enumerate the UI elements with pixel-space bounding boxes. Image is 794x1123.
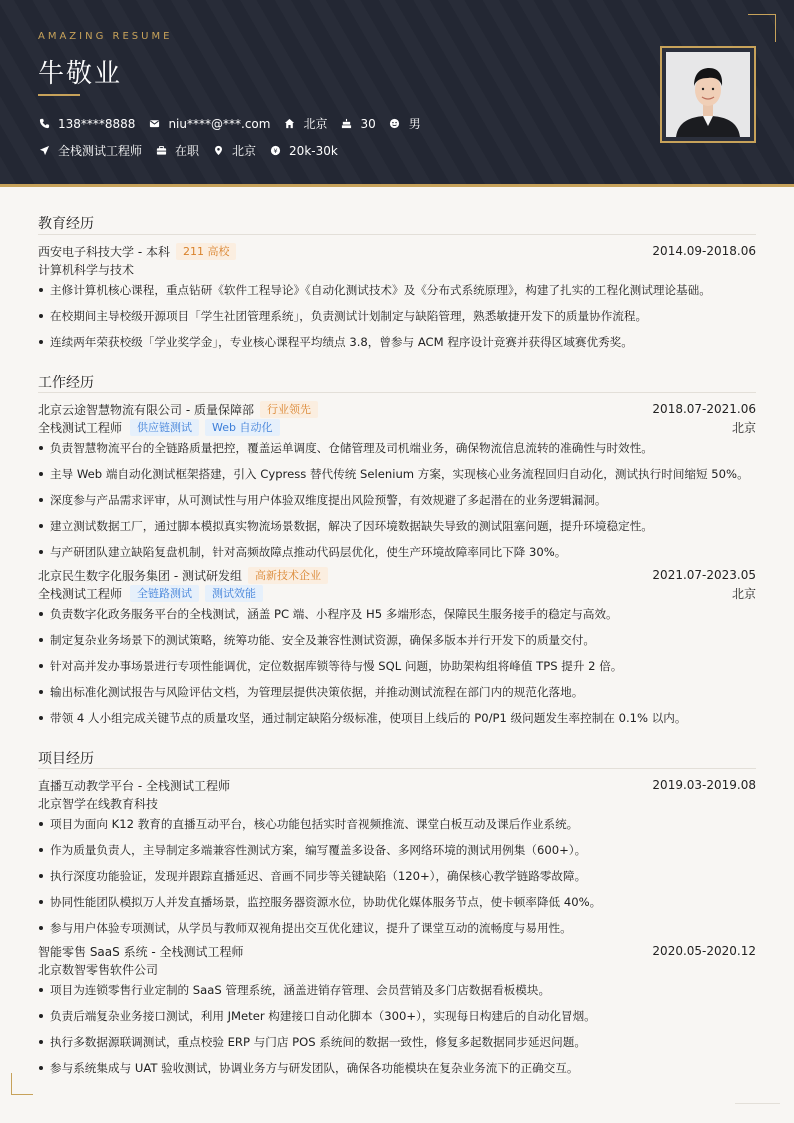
major-row — [38, 260, 756, 278]
city-item — [283, 115, 327, 132]
role-tag: Web 自动化 — [205, 419, 279, 436]
education-header-row — [38, 242, 756, 260]
job-role: 全栈测试工程师 — [38, 420, 123, 435]
job-role: 全栈测试工程师 — [38, 586, 123, 601]
status-text: 在职 — [175, 144, 200, 158]
major-name: 计算机科学与技术 — [38, 262, 135, 277]
projects-section-title: 项目经历 — [38, 751, 94, 767]
cake-icon — [340, 118, 352, 130]
salary-item — [269, 144, 338, 158]
age-text: 30 — [360, 116, 376, 131]
list-item: 建立测试数据工厂，通过脚本模拟真实物流场景数据，解决了因环境数据缺失导致的测试阻塞问题，提升环境稳定性。 — [38, 518, 756, 534]
company-name: 北京云途智慧物流有限公司 - 质量保障部 — [38, 402, 254, 417]
project-name: 智能零售 SaaS 系统 - 全栈测试工程师 — [38, 944, 244, 959]
resume-header — [0, 0, 794, 184]
location-item — [212, 142, 256, 159]
list-item: 负责后端复杂业务接口测试，利用 JMeter 构建接口自动化脚本（300+），实现每日构建后的自动化冒烟。 — [38, 1008, 756, 1024]
position-text: 全栈测试工程师 — [58, 144, 143, 158]
company-name: 北京民生数字化服务集团 - 测试研发组 — [38, 568, 242, 583]
list-item: 在校期间主导校级开源项目「学生社团管理系统」，负责测试计划制定与缺陷管理，熟悉敏捷开发下的质量协作流程。 — [38, 308, 756, 324]
education-section-title: 教育经历 — [38, 216, 94, 232]
list-item: 连续两年荣获校级「学业奖学金」，专业核心课程平均绩点 3.8，曾参与 ACM 程序设计竞赛并获得区域赛优秀奖。 — [38, 334, 756, 350]
age-item — [340, 117, 375, 131]
list-item: 深度参与产品需求评审，从可测试性与用户体验双维度提出风险预警，有效规避了多起潜在的业务逻辑漏洞。 — [38, 492, 756, 508]
briefcase-icon — [155, 145, 167, 157]
list-item: 主修计算机核心课程，重点钻研《软件工程导论》《自动化测试技术》及《分布式系统原理》，构建了扎实的工程化测试理论基础。 — [38, 282, 756, 298]
location-text: 北京 — [232, 144, 257, 158]
work-section-rule — [38, 392, 756, 393]
svg-text:¥: ¥ — [273, 146, 278, 155]
gender-icon — [389, 118, 401, 130]
salary-icon — [269, 145, 281, 157]
list-item: 负责智慧物流平台的全链路质量把控，覆盖运单调度、仓储管理及司机端业务，确保物流信息流转的准确性与时效性。 — [38, 440, 756, 456]
phone-icon — [38, 118, 50, 130]
list-item: 参与用户体验专项测试，从学员与教师双视角提出交互优化建议，提升了课堂互动的流畅度与易用性。 — [38, 920, 756, 936]
project-company: 北京数智零售软件公司 — [38, 962, 159, 977]
list-item: 与产研团队建立缺陷复盘机制，针对高频故障点推动代码层优化，使生产环境故障率同比下降 30%。 — [38, 544, 756, 560]
status-item — [155, 142, 199, 159]
job-location: 北京 — [731, 420, 756, 435]
gender-text: 男 — [408, 117, 421, 131]
job-header-row — [38, 400, 756, 418]
job-intent-row — [38, 142, 351, 159]
salary-text: 20k-30k — [289, 143, 338, 158]
role-tag: 全链路测试 — [130, 585, 199, 602]
list-item: 项目为面向 K12 教育的直播互动平台，核心功能包括实时音视频推流、课堂白板互动及课后作业系统。 — [38, 816, 756, 832]
project-company: 北京智学在线教育科技 — [38, 796, 159, 811]
gender-item — [389, 115, 421, 132]
school-name: 西安电子科技大学 - 本科 — [38, 244, 170, 259]
job-date: 2018.07-2021.06 — [652, 402, 756, 416]
role-tag: 测试效能 — [205, 585, 263, 602]
project-company-row — [38, 960, 756, 978]
email-text: niu****@***.com — [168, 116, 271, 131]
corner-ornament — [748, 14, 776, 42]
job-role-row — [38, 418, 756, 436]
corner-ornament — [11, 1073, 33, 1095]
email-icon — [148, 118, 160, 130]
list-item: 制定复杂业务场景下的测试策略，统筹功能、安全及兼容性测试资源，确保多版本并行开发下的质量交付。 — [38, 632, 756, 648]
list-item: 执行多数据源联调测试，重点校验 ERP 与门店 POS 系统间的数据一致性，修复多起数据同步延迟问题。 — [38, 1034, 756, 1050]
project-company-row — [38, 794, 756, 812]
list-item: 执行深度功能验证，发现并跟踪直播延迟、音画不同步等关键缺陷（120+），确保核心教学链路零故障。 — [38, 868, 756, 884]
project-name: 直播互动教学平台 - 全栈测试工程师 — [38, 778, 230, 793]
phone-text: 138****8888 — [58, 116, 136, 131]
education-section-rule — [38, 234, 756, 235]
brand-label: AMAZING RESUME — [38, 31, 173, 42]
contact-row — [38, 115, 434, 132]
header-divider — [0, 184, 794, 187]
list-item: 参与系统集成与 UAT 验收测试，协调业务方与研发团队，确保各功能模块在复杂业务流下的正确交互。 — [38, 1060, 756, 1076]
footer-divider — [735, 1103, 780, 1104]
candidate-name: 牛敬业 — [38, 59, 123, 89]
job-header-row — [38, 566, 756, 584]
list-item: 协同性能团队模拟万人并发直播场景，监控服务器资源水位，协助优化媒体服务节点，使卡顿率降低 40%。 — [38, 894, 756, 910]
send-icon — [38, 145, 50, 157]
position-item — [38, 142, 142, 159]
work-section-title: 工作经历 — [38, 375, 94, 391]
avatar — [666, 52, 750, 137]
education-date: 2014.09-2018.06 — [652, 244, 756, 258]
job-role-row — [38, 584, 756, 602]
list-item: 负责数字化政务服务平台的全栈测试，涵盖 PC 端、小程序及 H5 多端形态，保障民生服务接手的稳定与高效。 — [38, 606, 756, 622]
company-tag: 高新技术企业 — [248, 567, 328, 584]
city-text: 北京 — [303, 117, 328, 131]
project-date: 2020.05-2020.12 — [652, 944, 756, 958]
job-location: 北京 — [731, 586, 756, 601]
list-item: 针对高并发办事场景进行专项性能调优，定位数据库锁等待与慢 SQL 问题，协助架构组将峰值 TPS 提升 2 倍。 — [38, 658, 756, 674]
list-item: 作为质量负责人，主导制定多端兼容性测试方案，编写覆盖多设备、多网络环境的测试用例集（600+）。 — [38, 842, 756, 858]
projects-section-rule — [38, 768, 756, 769]
location-pin-icon — [212, 145, 224, 157]
home-icon — [283, 118, 295, 130]
job-date: 2021.07-2023.05 — [652, 568, 756, 582]
list-item: 输出标准化测试报告与风险评估文档，为管理层提供决策依据，并推动测试流程在部门内的规范化落地。 — [38, 684, 756, 700]
project-date: 2019.03-2019.08 — [652, 778, 756, 792]
email-item — [148, 117, 270, 131]
project-header-row — [38, 942, 756, 960]
profile-photo — [660, 46, 756, 143]
name-underline — [38, 94, 80, 96]
phone-item — [38, 117, 135, 131]
project-header-row — [38, 776, 756, 794]
list-item: 项目为连锁零售行业定制的 SaaS 管理系统，涵盖进销存管理、会员营销及多门店数据看板模块。 — [38, 982, 756, 998]
company-tag: 行业领先 — [260, 401, 318, 418]
school-tag: 211 高校 — [176, 243, 237, 260]
list-item: 带领 4 人小组完成关键节点的质量攻坚，通过制定缺陷分级标准，使项目上线后的 P0/P1 级问题发生率控制在 0.1% 以内。 — [38, 710, 756, 726]
list-item: 主导 Web 端自动化测试框架搭建，引入 Cypress 替代传统 Selenium 方案，实现核心业务流程回归自动化，测试执行时间缩短 50%。 — [38, 466, 756, 482]
role-tag: 供应链测试 — [130, 419, 199, 436]
